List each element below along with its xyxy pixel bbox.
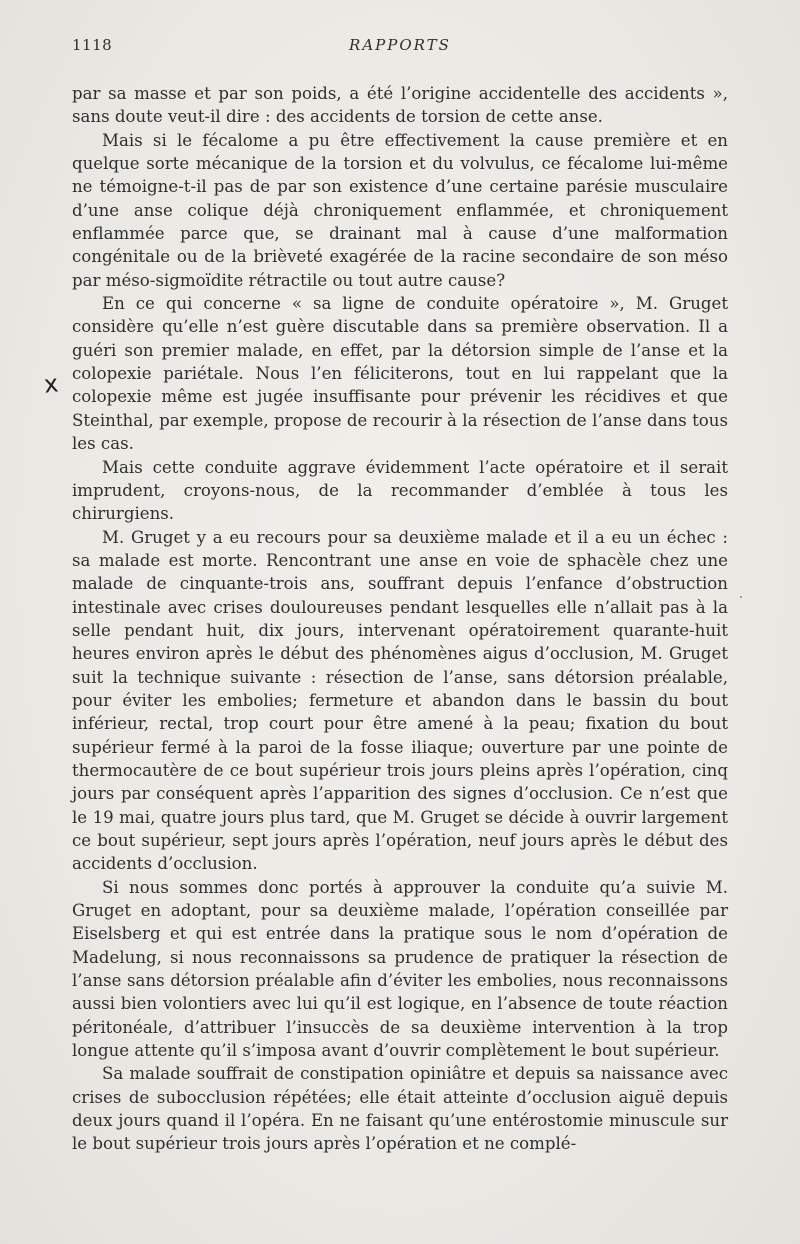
handwritten-margin-mark: x — [42, 369, 60, 399]
paragraph: M. Gruget y a eu recours pour sa deuxième malade et il a eu un échec : sa malade est morte. Rencontrant une anse en voie de sphacèle chez une malade de cinquante-trois ans, souffrant depuis l’enfance d’obstruction intestinale avec crises douloureuses pendant lesquelles elle n’allait pas à la selle pendant huit, dix jours, intervenant opératoirement quarante-huit heures environ après le début des phénomènes aigus d’occlusion, M. Gruget suit la technique suivante : résection de l’anse, sans détorsion préalable, pour éviter les embolies; fermeture et abandon dans le bassin du bout inférieur, rectal, trop court pour être amené à la peau; fixation du bout supérieur fermé à la paroi de la fosse iliaque; ouverture par une pointe de thermocautère de ce bout supérieur trois jours pleins après l’opération, cinq jours par conséquent après l’apparition des signes d’occlusion. Ce n’est que le 19 mai, quatre jours plus tard, que M. Gruget se décide à ouvrir largement ce bout supérieur, sept jours après l’opération, neuf jours après le début des accidents d’occlusion. — [72, 527, 728, 874]
paragraph: Mais cette conduite aggrave évidemment l’acte opératoire et il serait imprudent, croyons-nous, de la recommander d’emblée à tous les chirurgiens. — [72, 457, 728, 524]
paragraph-continued: par sa masse et par son poids, a été l’origine accidentelle des accidents », sans doute veut-il dire : des accidents de torsion de cette anse. — [72, 84, 728, 127]
body-text — [72, 82, 728, 1156]
running-title: RAPPORTS — [349, 36, 451, 54]
margin-speck — [740, 596, 742, 598]
page-number: 1118 — [72, 36, 113, 54]
paragraph: Mais si le fécalome a pu être effectivement la cause première et en quelque sorte mécanique de la torsion et du volvulus, ce fécalome lui-même ne témoigne-t-il pas de par son existence d’une certaine parésie musculaire d’une anse colique déjà chroniquement enflammée, et chroniquement enflammée parce que, se drainant mal à cause d’une malformation congénitale ou de la brièveté exagérée de la racine secondaire de son méso par méso-sigmoïdite rétractile ou tout autre cause? — [72, 130, 728, 290]
paragraph: Si nous sommes donc portés à approuver la conduite qu’a suivie M. Gruget en adoptant, pour sa deuxième malade, l’opération conseillée par Eiselsberg et qui est entrée dans la pratique sous le nom d’opération de Madelung, si nous reconnaissons sa prudence de pratiquer la résection de l’anse sans détorsion préalable afin d’éviter les embolies, nous reconnaissons aussi bien volontiers avec lui qu’il est logique, en l’absence de toute réaction péritonéale, d’attribuer l’insuccès de sa deuxième intervention à la trop longue attente qu’il s’imposa avant d’ouvrir complètement le bout supérieur. — [72, 877, 728, 1061]
paragraph: En ce qui concerne « sa ligne de conduite opératoire », M. Gruget considère qu’elle n’est guère discutable dans sa première observation. Il a guéri son premier malade, en effet, par la détorsion simple de l’anse et la colopexie pariétale. Nous l’en féliciterons, tout en lui rappelant que la colopexie même est jugée insuffisante pour prévenir les récidives et que Steinthal, par exemple, propose de recourir à la résection de l’anse dans tous les cas. — [72, 294, 728, 454]
paragraph: Sa malade souffrait de constipation opiniâtre et depuis sa naissance avec crises de subocclusion répétées; elle était atteinte d’occlusion aiguë depuis deux jours quand il l’opéra. En ne faisant qu’une entérostomie minuscule sur le bout supérieur trois jours après l’opération et ne complé- — [72, 1064, 728, 1154]
page-header — [72, 36, 728, 58]
